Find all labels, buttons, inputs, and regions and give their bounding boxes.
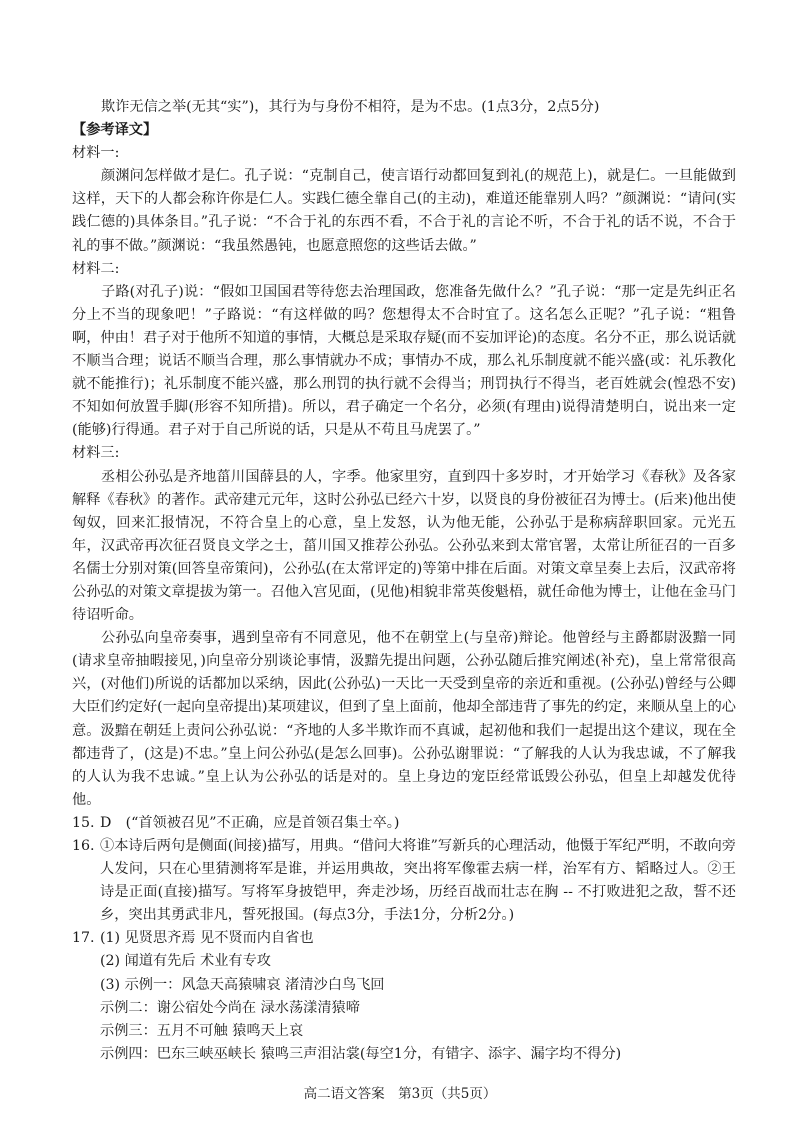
material3-paragraph-2: 公孙弘向皇帝奏事，遇到皇帝有不同意见，他不在朝堂上(与皇帝)辩论。他曾经与主爵都尉汲黯一同(请求皇帝抽暇接见，)向皇帝分别谈论事情，汲黯先提出问题，公孙弘随后推究阐述(补充)，皇上常常很高兴，(对他们)所说的话都加以采纳，因此(公孙弘)一天比一天受到皇帝的亲近和重视。(公孙弘)曾经与公卿大臣们约定好(一起向皇帝提出)某项建议，但到了皇上面前，他却全部违背了事先的约定，来顺从皇上的心意。汲黯在朝廷上责问公孙弘说：“齐地的人多半欺诈而不真诚，起初他和我们一起提出这个建议，现在全都违背了，(这是)不忠。”皇上问公孙弘(是怎么回事)。公孙弘谢罪说：“了解我的人认为我忠诚，不了解我的人认为我不忠诚。”皇上认为公孙弘的话是对的。皇上身边的宠臣经常诋毁公孙弘，但皇上却越发优待他。 xyxy=(72,630,736,808)
material2-label: 材料二: xyxy=(72,260,120,277)
answer-15 xyxy=(72,812,736,835)
intro-line: 欺诈无信之举(无其“实”)，其行为与身份不相符，是为不忠。(1点3分，2点5分) xyxy=(101,99,600,115)
answer-16-text: ①本诗后两句是侧面(间接)描写，用典。“借问大将谁”写新兵的心理活动，他慑于军纪严明，不敢向旁人发问，只在心里猜测将军是谁，并运用典故，突出将军像霍去病一样，治军有方、韬略过人。②王诗是正面(直接)描写。写将军身披铠甲，奔走沙场，历经百战而壮志在胸 -- 不打败进犯之敌，誓不还乡，突出其勇武非凡，誓死报国。(每点3分，手法1分，分析2分。) xyxy=(100,838,736,924)
material1-paragraph: 颜渊问怎样做才是仁。孔子说：“克制自己，使言语行动都回复到礼(的规范上)，就是仁。一旦能做到这样，天下的人都会称许你是仁人。实践仁德全靠自己(的主动)，难道还能靠别人吗？”颜渊说：“请问(实践仁德的)具体条目。”孔子说：“不合于礼的东西不看，不合于礼的言论不听，不合于礼的话不说，不合于礼的事不做。”颜渊说：“我虽然愚钝，也愿意照您的这些话去做。” xyxy=(72,168,736,254)
answer-16 xyxy=(72,835,736,927)
answer-17-line-6: 示例四：巴东三峡巫峡长 猿鸣三声泪沾裳(每空1分，有错字、添字、漏字均不得分) xyxy=(100,1045,622,1062)
answer-15-number: 15. xyxy=(72,814,95,831)
answer-17-number: 17. xyxy=(72,930,95,947)
answer-17-line-3: (3) 示例一：风急天高猿啸哀 渚清沙白鸟飞回 xyxy=(100,976,385,993)
answer-17-line-1: (1) 见贤思齐焉 见不贤而内自省也 xyxy=(100,930,314,947)
answer-17-line-4: 示例二：谢公宿处今尚在 渌水荡漾清猿啼 xyxy=(100,999,360,1016)
answer-17-line-2: (2) 闻道有先后 术业有专攻 xyxy=(100,953,271,970)
answer-17-line-5: 示例三：五月不可触 猿鸣天上哀 xyxy=(100,1022,304,1039)
material1-label: 材料一: xyxy=(72,145,120,162)
page-footer: 高二语文答案 第3页（共5页） xyxy=(303,1086,497,1102)
reference-translation-heading: 【参考译文】 xyxy=(72,122,158,139)
answer-15-text: D (“首领被召见”不正确，应是首领召集士卒。) xyxy=(100,814,400,831)
material3-label: 材料三: xyxy=(72,445,120,462)
answer-16-number: 16. xyxy=(72,838,95,854)
answer-content xyxy=(72,96,736,1066)
answer-17 xyxy=(72,927,736,950)
material3-paragraph-1: 丞相公孙弘是齐地菑川国薛县的人，字季。他家里穷，直到四十多岁时，才开始学习《春秋》及各家解释《春秋》的著作。武帝建元元年，这时公孙弘已经六十岁，以贤良的身份被征召为博士。(后来)他出使匈奴，回来汇报情况，不符合皇上的心意，皇上发怒，认为他无能，公孙弘于是称病辞职回家。元光五年，汉武帝再次征召贤良文学之士，菑川国又推荐公孙弘。公孙弘来到太常官署，太常让所征召的一百多名儒士分别对策(回答皇帝策问)，公孙弘(在太常评定的)等第中排在后面。对策文章呈奏上去后，汉武帝将公孙弘的对策文章提拔为第一。召他入宫见面，(见他)相貌非常英俊魁梧，就任命他为博士，让他在金马门待诏听命。 xyxy=(72,468,736,624)
material2-paragraph: 子路(对孔子)说：“假如卫国国君等待您去治理国政，您准备先做什么？”孔子说：“那一定是先纠正名分上不当的现象吧！”子路说：“有这样做的吗？您想得太不合时宜了。这名怎么正呢？”孔子说：“粗鲁啊，仲由！君子对于他所不知道的事情，大概总是采取存疑(而不妄加评论)的态度。名分不正，那么说话就不顺当合理；说话不顺当合理，那么事情就办不成；事情办不成，那么礼乐制度就不能兴盛(或：礼乐教化就不能推行)；礼乐制度不能兴盛，那么刑罚的执行就不会得当；刑罚执行不得当，老百姓就会(惶恐不安)不知如何放置手脚(形容不知所措)。所以，君子确定一个名分，必须(有理由)说得清楚明白，说出来一定(能够)行得通。君子对于自己所说的话，只是从不苟且马虎罢了。” xyxy=(72,283,736,439)
